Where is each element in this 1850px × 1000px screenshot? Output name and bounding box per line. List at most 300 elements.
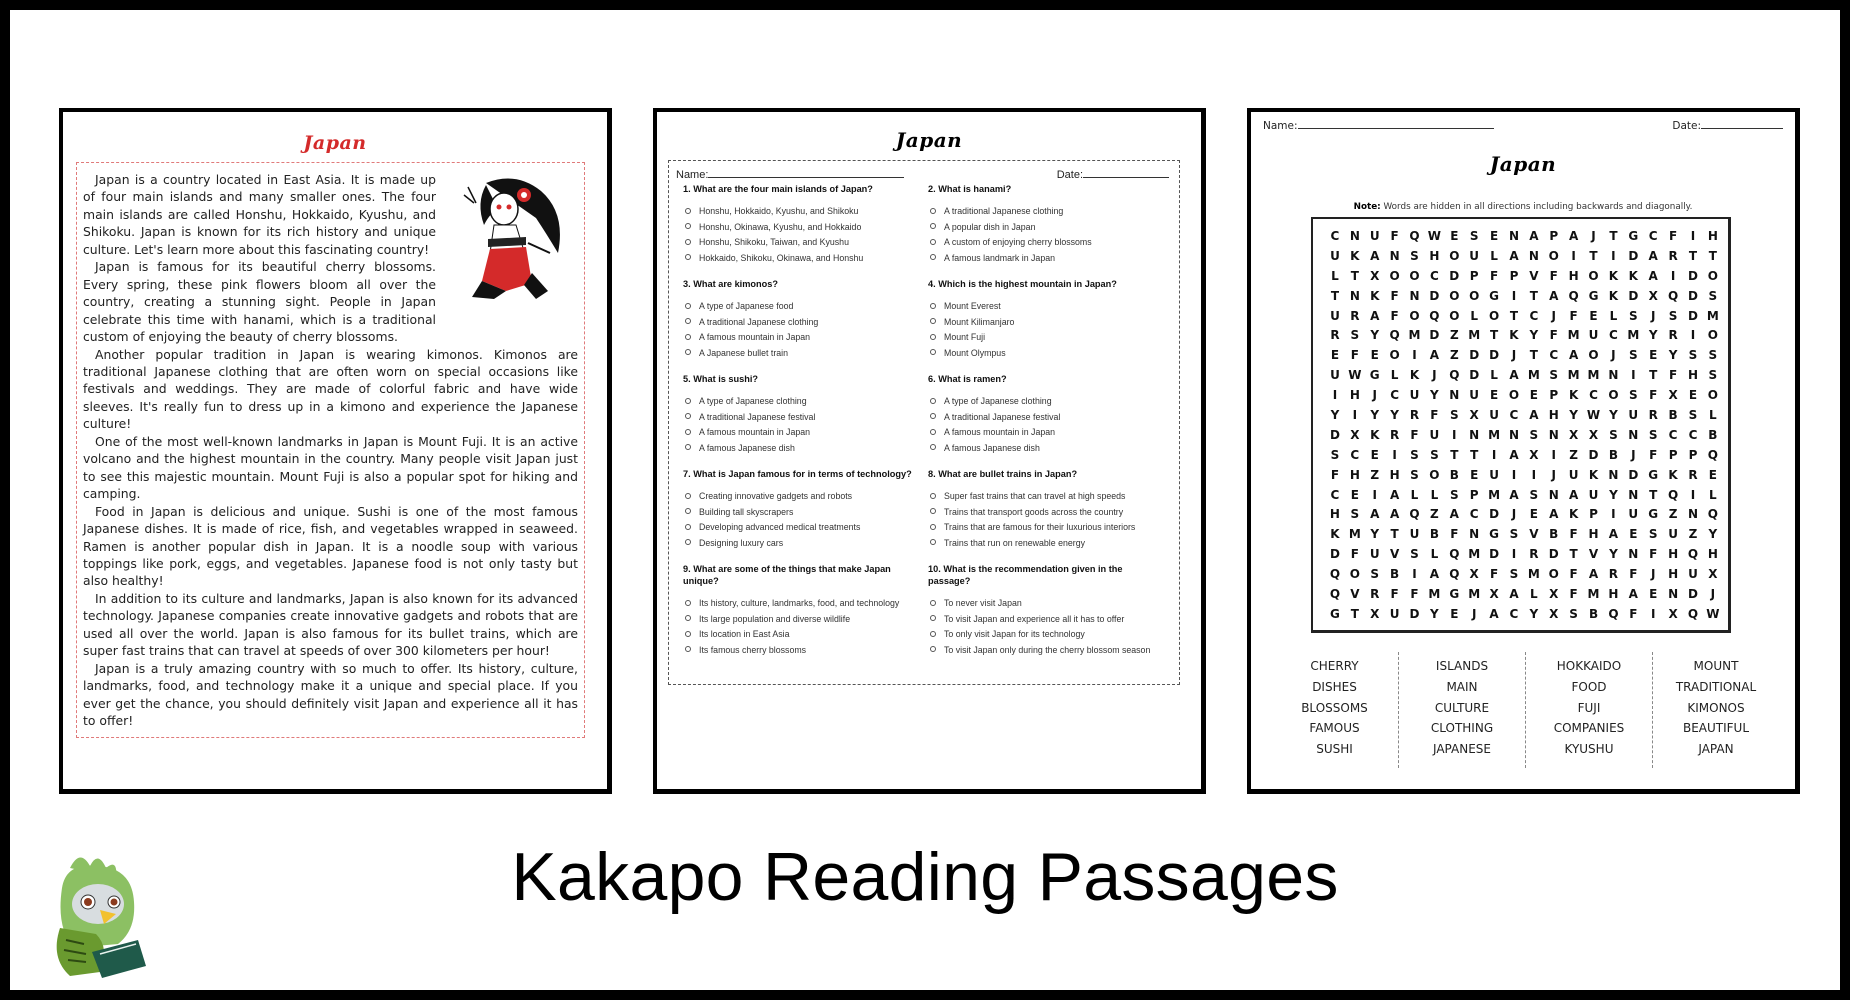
grid-letter[interactable]: E bbox=[1589, 308, 1598, 323]
radio-circle-icon[interactable] bbox=[930, 600, 936, 606]
grid-letter[interactable]: T bbox=[1450, 447, 1459, 462]
grid-letter[interactable]: H bbox=[1568, 268, 1579, 283]
radio-circle-icon[interactable] bbox=[685, 444, 691, 450]
grid-letter[interactable]: F bbox=[1390, 587, 1399, 602]
grid-letter[interactable]: E bbox=[1688, 388, 1698, 403]
grid-letter[interactable]: T bbox=[1589, 248, 1598, 263]
grid-letter[interactable]: B bbox=[1549, 527, 1559, 542]
grid-letter[interactable]: H bbox=[1349, 388, 1360, 403]
grid-letter[interactable]: C bbox=[1549, 348, 1559, 363]
grid-letter[interactable]: I bbox=[1511, 288, 1517, 303]
grid-letter[interactable]: N bbox=[1608, 467, 1619, 482]
grid-letter[interactable]: S bbox=[1628, 388, 1638, 403]
grid-letter[interactable]: Z bbox=[1449, 328, 1459, 343]
answer-option[interactable] bbox=[683, 612, 926, 628]
answer-option[interactable] bbox=[928, 505, 1171, 521]
grid-letter[interactable]: I bbox=[1352, 408, 1358, 423]
grid-letter[interactable]: K bbox=[1330, 527, 1340, 542]
grid-letter[interactable]: S bbox=[1410, 547, 1419, 562]
grid-letter[interactable]: N bbox=[1668, 587, 1679, 602]
grid-letter[interactable]: C bbox=[1330, 229, 1340, 243]
answer-option[interactable] bbox=[928, 251, 1171, 267]
grid-letter[interactable]: X bbox=[1708, 567, 1718, 582]
grid-letter[interactable]: E bbox=[1649, 348, 1658, 363]
grid-letter[interactable]: E bbox=[1470, 467, 1479, 482]
grid-letter[interactable]: S bbox=[1708, 348, 1718, 363]
grid-letter[interactable]: X bbox=[1549, 587, 1559, 602]
answer-option[interactable] bbox=[683, 220, 926, 236]
grid-letter[interactable]: P bbox=[1668, 447, 1678, 462]
grid-letter[interactable]: E bbox=[1489, 388, 1499, 403]
grid-letter[interactable]: N bbox=[1409, 288, 1420, 303]
grid-letter[interactable]: A bbox=[1529, 408, 1539, 423]
grid-letter[interactable]: B bbox=[1429, 527, 1439, 542]
grid-letter[interactable]: A bbox=[1549, 507, 1559, 522]
answer-option[interactable] bbox=[928, 204, 1171, 220]
grid-letter[interactable]: S bbox=[1628, 308, 1638, 323]
answer-option[interactable] bbox=[683, 505, 926, 521]
grid-letter[interactable]: F bbox=[1489, 268, 1499, 283]
grid-letter[interactable]: F bbox=[1549, 268, 1558, 283]
grid-letter[interactable]: M bbox=[1488, 427, 1501, 442]
grid-letter[interactable]: P bbox=[1549, 388, 1559, 403]
radio-circle-icon[interactable] bbox=[930, 429, 936, 435]
grid-letter[interactable]: J bbox=[1650, 567, 1656, 582]
grid-letter[interactable]: X bbox=[1370, 606, 1380, 621]
grid-letter[interactable]: Z bbox=[1430, 507, 1439, 522]
grid-letter[interactable]: D bbox=[1469, 348, 1480, 363]
grid-letter[interactable]: D bbox=[1628, 467, 1639, 482]
grid-letter[interactable]: S bbox=[1449, 408, 1459, 423]
grid-letter[interactable]: E bbox=[1529, 388, 1538, 403]
grid-letter[interactable]: H bbox=[1608, 587, 1619, 602]
grid-letter[interactable]: A bbox=[1429, 348, 1440, 363]
grid-letter[interactable]: J bbox=[1591, 229, 1596, 243]
grid-letter[interactable]: M bbox=[1587, 587, 1600, 602]
grid-letter[interactable]: K bbox=[1588, 467, 1599, 482]
grid-letter[interactable]: D bbox=[1489, 547, 1500, 562]
grid-letter[interactable]: O bbox=[1389, 268, 1400, 283]
grid-letter[interactable]: Q bbox=[1568, 288, 1579, 303]
radio-circle-icon[interactable] bbox=[685, 524, 691, 530]
grid-letter[interactable]: S bbox=[1350, 507, 1360, 522]
grid-letter[interactable]: O bbox=[1449, 308, 1460, 323]
grid-letter[interactable]: S bbox=[1668, 308, 1678, 323]
grid-letter[interactable]: Q bbox=[1449, 547, 1460, 562]
grid-letter[interactable]: K bbox=[1668, 467, 1678, 482]
name-field[interactable] bbox=[1263, 118, 1494, 132]
radio-circle-icon[interactable] bbox=[930, 646, 936, 652]
grid-letter[interactable]: B bbox=[1608, 447, 1618, 462]
grid-letter[interactable]: A bbox=[1429, 567, 1440, 582]
grid-letter[interactable]: C bbox=[1589, 388, 1598, 403]
grid-letter[interactable]: Q bbox=[1707, 447, 1718, 462]
radio-circle-icon[interactable] bbox=[685, 349, 691, 355]
date-field[interactable] bbox=[1672, 118, 1783, 132]
grid-letter[interactable]: T bbox=[1390, 527, 1399, 542]
answer-option[interactable] bbox=[683, 394, 926, 410]
grid-letter[interactable]: Y bbox=[1609, 547, 1618, 562]
grid-letter[interactable]: U bbox=[1330, 248, 1340, 263]
grid-letter[interactable]: S bbox=[1430, 447, 1439, 462]
radio-circle-icon[interactable] bbox=[685, 646, 691, 652]
grid-letter[interactable]: C bbox=[1509, 606, 1519, 621]
radio-circle-icon[interactable] bbox=[685, 239, 691, 245]
grid-letter[interactable]: S bbox=[1410, 467, 1419, 482]
grid-letter[interactable]: I bbox=[1571, 248, 1576, 263]
grid-letter[interactable]: J bbox=[1551, 467, 1556, 482]
grid-letter[interactable]: M bbox=[1468, 328, 1481, 343]
grid-letter[interactable]: Q bbox=[1449, 567, 1460, 582]
grid-letter[interactable]: F bbox=[1668, 229, 1678, 243]
grid-letter[interactable]: A bbox=[1449, 507, 1459, 522]
grid-letter[interactable]: R bbox=[1330, 328, 1340, 343]
grid-letter[interactable]: G bbox=[1628, 229, 1639, 243]
grid-letter[interactable]: F bbox=[1649, 547, 1658, 562]
grid-letter[interactable]: I bbox=[1511, 467, 1517, 482]
grid-letter[interactable]: J bbox=[1511, 507, 1517, 522]
grid-letter[interactable]: H bbox=[1548, 408, 1559, 423]
grid-letter[interactable]: F bbox=[1330, 467, 1340, 482]
grid-letter[interactable]: R bbox=[1389, 427, 1400, 442]
grid-letter[interactable]: B bbox=[1390, 567, 1400, 582]
grid-letter[interactable]: Q bbox=[1409, 507, 1420, 522]
radio-circle-icon[interactable] bbox=[685, 208, 691, 214]
grid-letter[interactable]: A bbox=[1568, 348, 1579, 363]
radio-circle-icon[interactable] bbox=[930, 539, 936, 545]
grid-letter[interactable]: B bbox=[1668, 408, 1678, 423]
grid-letter[interactable]: K bbox=[1370, 427, 1380, 442]
grid-letter[interactable]: O bbox=[1449, 248, 1460, 263]
grid-letter[interactable]: A bbox=[1370, 248, 1380, 263]
grid-letter[interactable]: M bbox=[1587, 368, 1600, 383]
grid-letter[interactable]: D bbox=[1429, 288, 1440, 303]
grid-letter[interactable]: T bbox=[1350, 268, 1359, 283]
grid-letter[interactable]: H bbox=[1349, 467, 1360, 482]
grid-letter[interactable]: F bbox=[1569, 308, 1578, 323]
grid-letter[interactable]: Q bbox=[1667, 487, 1679, 502]
grid-letter[interactable]: S bbox=[1529, 487, 1539, 502]
grid-letter[interactable]: I bbox=[1670, 268, 1676, 283]
grid-letter[interactable]: K bbox=[1608, 288, 1619, 303]
radio-circle-icon[interactable] bbox=[930, 508, 936, 514]
grid-letter[interactable]: J bbox=[1432, 368, 1437, 383]
grid-letter[interactable]: F bbox=[1430, 408, 1439, 423]
grid-letter[interactable]: G bbox=[1648, 467, 1659, 482]
grid-letter[interactable]: P bbox=[1509, 268, 1519, 283]
grid-letter[interactable]: S bbox=[1410, 248, 1419, 263]
grid-letter[interactable]: D bbox=[1588, 447, 1599, 462]
radio-circle-icon[interactable] bbox=[930, 318, 936, 324]
grid-letter[interactable]: I bbox=[1531, 467, 1537, 482]
grid-letter[interactable]: H bbox=[1588, 527, 1599, 542]
name-field[interactable] bbox=[676, 167, 904, 181]
grid-letter[interactable]: C bbox=[1609, 328, 1618, 343]
grid-letter[interactable]: H bbox=[1329, 507, 1340, 522]
grid-letter[interactable]: Y bbox=[1668, 348, 1678, 363]
radio-circle-icon[interactable] bbox=[930, 615, 936, 621]
radio-circle-icon[interactable] bbox=[930, 349, 936, 355]
grid-letter[interactable]: A bbox=[1509, 487, 1519, 502]
grid-letter[interactable]: D bbox=[1489, 348, 1500, 363]
grid-letter[interactable]: M bbox=[1428, 587, 1441, 602]
grid-letter[interactable]: F bbox=[1629, 567, 1638, 582]
grid-letter[interactable]: U bbox=[1389, 606, 1400, 621]
grid-letter[interactable]: N bbox=[1349, 288, 1360, 303]
answer-option[interactable] bbox=[683, 299, 926, 315]
grid-letter[interactable]: N bbox=[1628, 487, 1639, 502]
grid-letter[interactable]: Q bbox=[1449, 368, 1460, 383]
date-field[interactable] bbox=[1057, 167, 1169, 181]
grid-letter[interactable]: S bbox=[1648, 527, 1658, 542]
answer-option[interactable] bbox=[683, 235, 926, 251]
grid-letter[interactable]: H bbox=[1389, 467, 1400, 482]
grid-letter[interactable]: O bbox=[1608, 388, 1619, 403]
grid-letter[interactable]: A bbox=[1509, 447, 1519, 462]
grid-letter[interactable]: P bbox=[1589, 507, 1598, 522]
grid-letter[interactable]: Q bbox=[1608, 606, 1619, 621]
grid-letter[interactable]: X bbox=[1668, 606, 1678, 621]
grid-letter[interactable]: A bbox=[1648, 248, 1658, 263]
grid-letter[interactable]: X bbox=[1469, 567, 1479, 582]
grid-letter[interactable]: R bbox=[1370, 587, 1380, 602]
grid-letter[interactable]: U bbox=[1409, 527, 1420, 542]
grid-letter[interactable]: N bbox=[1469, 427, 1480, 442]
answer-option[interactable] bbox=[928, 425, 1171, 441]
answer-option[interactable] bbox=[683, 251, 926, 267]
grid-letter[interactable]: E bbox=[1350, 487, 1359, 502]
grid-letter[interactable]: I bbox=[1690, 229, 1696, 243]
grid-letter[interactable]: S bbox=[1708, 368, 1718, 383]
grid-letter[interactable]: J bbox=[1710, 587, 1716, 602]
radio-circle-icon[interactable] bbox=[685, 508, 691, 514]
grid-letter[interactable]: S bbox=[1469, 229, 1479, 243]
grid-letter[interactable]: J bbox=[1611, 348, 1616, 363]
grid-letter[interactable]: A bbox=[1628, 587, 1638, 602]
grid-letter[interactable]: M bbox=[1567, 368, 1580, 383]
grid-letter[interactable]: W bbox=[1427, 229, 1442, 243]
grid-letter[interactable]: E bbox=[1330, 348, 1340, 363]
grid-letter[interactable]: T bbox=[1529, 288, 1538, 303]
grid-letter[interactable]: Q bbox=[1707, 507, 1718, 522]
grid-letter[interactable]: S bbox=[1350, 328, 1360, 343]
grid-letter[interactable]: Z bbox=[1569, 447, 1578, 462]
grid-letter[interactable]: E bbox=[1370, 348, 1379, 363]
grid-letter[interactable]: T bbox=[1330, 288, 1340, 303]
grid-letter[interactable]: G bbox=[1648, 507, 1659, 522]
grid-letter[interactable]: U bbox=[1330, 308, 1340, 323]
answer-option[interactable] bbox=[928, 410, 1171, 426]
radio-circle-icon[interactable] bbox=[685, 334, 691, 340]
grid-letter[interactable]: H bbox=[1668, 547, 1679, 562]
grid-letter[interactable]: I bbox=[1690, 328, 1696, 343]
grid-letter[interactable]: F bbox=[1410, 587, 1419, 602]
grid-letter[interactable]: N bbox=[1508, 427, 1519, 442]
grid-letter[interactable]: U bbox=[1429, 427, 1440, 442]
grid-letter[interactable]: Y bbox=[1390, 408, 1399, 423]
grid-letter[interactable]: L bbox=[1530, 587, 1538, 602]
grid-letter[interactable]: T bbox=[1569, 547, 1578, 562]
grid-letter[interactable]: D bbox=[1409, 606, 1420, 621]
grid-letter[interactable]: Z bbox=[1370, 467, 1380, 482]
grid-letter[interactable]: O bbox=[1429, 467, 1440, 482]
grid-letter[interactable]: J bbox=[1551, 308, 1556, 323]
grid-letter[interactable]: J bbox=[1631, 447, 1636, 462]
radio-circle-icon[interactable] bbox=[930, 524, 936, 530]
grid-letter[interactable]: D bbox=[1687, 268, 1698, 283]
radio-circle-icon[interactable] bbox=[685, 631, 691, 637]
grid-letter[interactable]: O bbox=[1469, 288, 1480, 303]
grid-letter[interactable]: C bbox=[1429, 268, 1439, 283]
grid-letter[interactable]: X bbox=[1648, 288, 1658, 303]
grid-letter[interactable]: C bbox=[1668, 427, 1678, 442]
radio-circle-icon[interactable] bbox=[685, 600, 691, 606]
answer-option[interactable] bbox=[928, 330, 1171, 346]
grid-letter[interactable]: R bbox=[1688, 467, 1698, 482]
grid-letter[interactable]: T bbox=[1708, 248, 1717, 263]
grid-letter[interactable]: Y bbox=[1370, 527, 1380, 542]
grid-letter[interactable]: A bbox=[1549, 288, 1559, 303]
grid-letter[interactable]: U bbox=[1688, 567, 1698, 582]
radio-circle-icon[interactable] bbox=[685, 398, 691, 404]
grid-letter[interactable]: V bbox=[1529, 268, 1539, 283]
answer-option[interactable] bbox=[683, 204, 926, 220]
answer-option[interactable] bbox=[928, 315, 1171, 331]
radio-circle-icon[interactable] bbox=[930, 398, 936, 404]
grid-letter[interactable]: C bbox=[1330, 487, 1340, 502]
grid-letter[interactable]: L bbox=[1490, 368, 1498, 383]
grid-letter[interactable]: Y bbox=[1529, 328, 1539, 343]
grid-letter[interactable]: L bbox=[1609, 308, 1618, 323]
grid-letter[interactable]: Y bbox=[1609, 408, 1618, 423]
grid-letter[interactable]: H bbox=[1429, 248, 1440, 263]
grid-letter[interactable]: D bbox=[1329, 427, 1340, 442]
answer-option[interactable] bbox=[928, 643, 1171, 659]
grid-letter[interactable]: D bbox=[1628, 288, 1639, 303]
grid-letter[interactable]: A bbox=[1608, 527, 1619, 542]
grid-letter[interactable]: T bbox=[1489, 328, 1499, 343]
grid-letter[interactable]: O bbox=[1349, 567, 1360, 582]
grid-letter[interactable]: Z bbox=[1668, 507, 1678, 522]
grid-letter[interactable]: C bbox=[1648, 229, 1658, 243]
grid-letter[interactable]: S bbox=[1529, 427, 1539, 442]
radio-circle-icon[interactable] bbox=[685, 539, 691, 545]
answer-option[interactable] bbox=[683, 441, 926, 457]
radio-circle-icon[interactable] bbox=[930, 631, 936, 637]
grid-letter[interactable]: G bbox=[1489, 288, 1499, 303]
grid-letter[interactable]: J bbox=[1471, 606, 1477, 621]
answer-option[interactable] bbox=[683, 489, 926, 505]
grid-letter[interactable]: L bbox=[1709, 487, 1717, 502]
grid-letter[interactable]: E bbox=[1370, 447, 1379, 462]
answer-option[interactable] bbox=[928, 489, 1171, 505]
grid-letter[interactable]: M bbox=[1527, 567, 1540, 582]
grid-letter[interactable]: O bbox=[1508, 388, 1520, 403]
grid-letter[interactable]: L bbox=[1709, 408, 1717, 423]
grid-letter[interactable]: R bbox=[1409, 408, 1420, 423]
grid-letter[interactable]: A bbox=[1529, 229, 1539, 243]
grid-letter[interactable]: S bbox=[1688, 348, 1698, 363]
grid-letter[interactable]: M bbox=[1627, 328, 1640, 343]
grid-letter[interactable]: C bbox=[1469, 507, 1479, 522]
grid-letter[interactable]: F bbox=[1649, 447, 1658, 462]
grid-letter[interactable]: X bbox=[1569, 427, 1579, 442]
grid-letter[interactable]: U bbox=[1489, 467, 1499, 482]
grid-letter[interactable]: K bbox=[1608, 268, 1619, 283]
grid-letter[interactable]: S bbox=[1330, 447, 1340, 462]
grid-letter[interactable]: W bbox=[1586, 408, 1601, 423]
grid-letter[interactable]: P bbox=[1549, 229, 1559, 243]
grid-letter[interactable]: M bbox=[1468, 587, 1481, 602]
grid-letter[interactable]: W bbox=[1706, 606, 1720, 621]
grid-letter[interactable]: A bbox=[1568, 229, 1579, 243]
grid-letter[interactable]: G bbox=[1449, 587, 1460, 602]
grid-letter[interactable]: T bbox=[1649, 487, 1658, 502]
radio-circle-icon[interactable] bbox=[930, 223, 936, 229]
grid-letter[interactable]: T bbox=[1649, 368, 1658, 383]
grid-letter[interactable]: V bbox=[1588, 547, 1599, 562]
grid-letter[interactable]: X bbox=[1489, 587, 1499, 602]
grid-letter[interactable]: I bbox=[1392, 447, 1397, 462]
grid-letter[interactable]: O bbox=[1707, 328, 1718, 343]
grid-letter[interactable]: S bbox=[1628, 348, 1638, 363]
grid-letter[interactable]: I bbox=[1332, 388, 1338, 403]
grid-letter[interactable]: B bbox=[1588, 606, 1599, 621]
grid-letter[interactable]: L bbox=[1410, 487, 1419, 502]
grid-letter[interactable]: D bbox=[1548, 547, 1559, 562]
grid-letter[interactable]: F bbox=[1569, 587, 1578, 602]
grid-letter[interactable]: L bbox=[1430, 547, 1439, 562]
grid-letter[interactable]: O bbox=[1389, 348, 1400, 363]
grid-letter[interactable]: E bbox=[1489, 229, 1499, 243]
radio-circle-icon[interactable] bbox=[930, 239, 936, 245]
grid-letter[interactable]: A bbox=[1588, 567, 1599, 582]
answer-option[interactable] bbox=[683, 330, 926, 346]
grid-letter[interactable]: J bbox=[1650, 308, 1656, 323]
grid-letter[interactable]: U bbox=[1489, 408, 1499, 423]
grid-letter[interactable]: Y bbox=[1430, 388, 1439, 403]
grid-letter[interactable]: X bbox=[1469, 408, 1479, 423]
grid-letter[interactable]: O bbox=[1488, 308, 1500, 323]
grid-letter[interactable]: U bbox=[1469, 388, 1480, 403]
grid-letter[interactable]: Y bbox=[1569, 408, 1578, 423]
grid-letter[interactable]: F bbox=[1350, 348, 1359, 363]
grid-letter[interactable]: X bbox=[1370, 268, 1380, 283]
grid-letter[interactable]: H bbox=[1668, 567, 1679, 582]
radio-circle-icon[interactable] bbox=[930, 334, 936, 340]
grid-letter[interactable]: M bbox=[1348, 527, 1361, 542]
grid-letter[interactable]: B bbox=[1449, 467, 1459, 482]
grid-letter[interactable]: I bbox=[1650, 606, 1656, 621]
grid-letter[interactable]: K bbox=[1509, 328, 1519, 343]
grid-letter[interactable]: K bbox=[1628, 268, 1638, 283]
grid-letter[interactable]: D bbox=[1687, 308, 1698, 323]
grid-letter[interactable]: I bbox=[1611, 507, 1616, 522]
radio-circle-icon[interactable] bbox=[930, 254, 936, 260]
grid-letter[interactable]: S bbox=[1609, 427, 1618, 442]
grid-letter[interactable]: N bbox=[1389, 248, 1400, 263]
grid-letter[interactable]: R bbox=[1668, 328, 1678, 343]
grid-letter[interactable]: T bbox=[1609, 229, 1618, 243]
grid-letter[interactable]: D bbox=[1429, 328, 1440, 343]
grid-letter[interactable]: A bbox=[1370, 308, 1380, 323]
grid-letter[interactable]: U bbox=[1330, 368, 1340, 383]
grid-letter[interactable]: S bbox=[1449, 487, 1459, 502]
grid-letter[interactable]: O bbox=[1548, 248, 1559, 263]
grid-letter[interactable]: D bbox=[1687, 288, 1698, 303]
radio-circle-icon[interactable] bbox=[685, 303, 691, 309]
radio-circle-icon[interactable] bbox=[930, 444, 936, 450]
